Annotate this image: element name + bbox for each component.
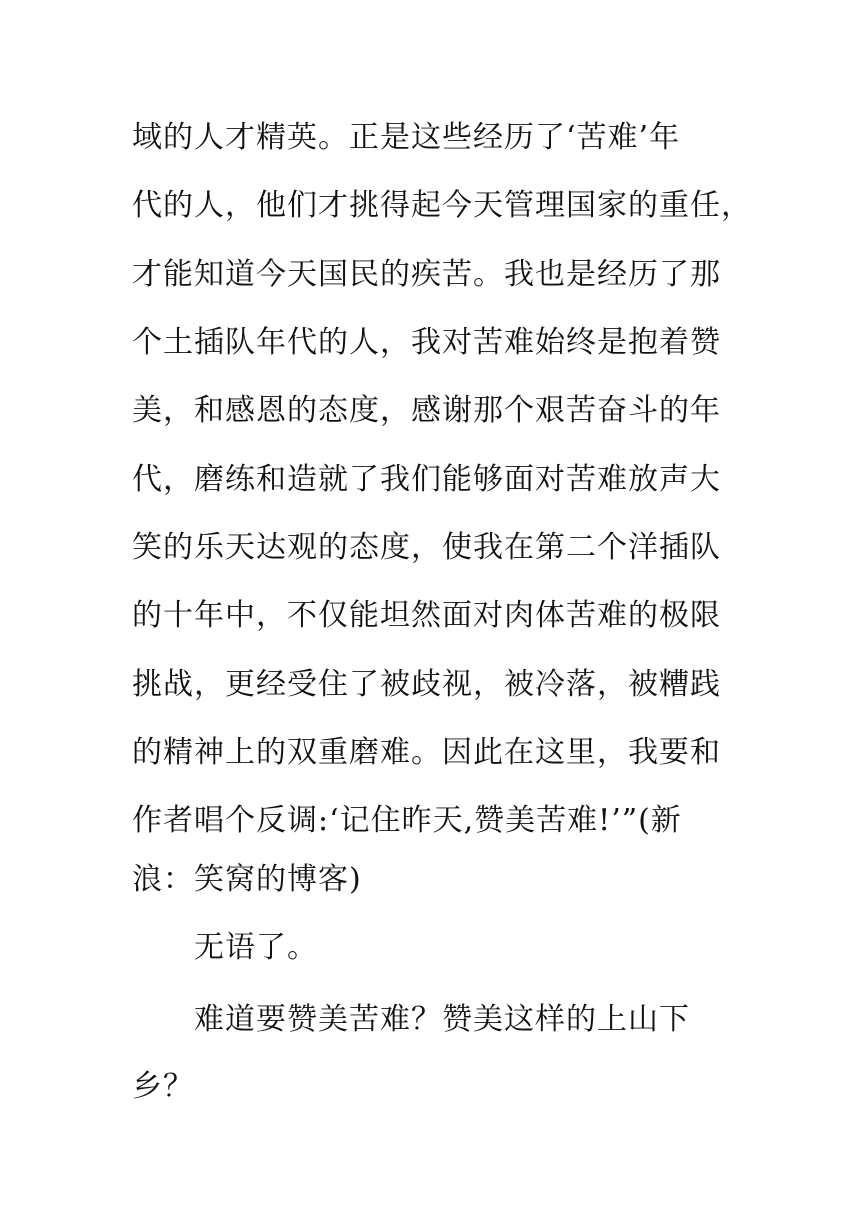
text-line: 的十年中，不仅能坦然面对肉体苦难的极限 [132,598,721,633]
text-line: 代的人，他们才挑得起今天管理国家的重任， [132,188,752,223]
text-line: 美，和感恩的态度，感谢那个艰苦奋斗的年 [132,393,721,428]
text-line: 浪：笑窝的博客) [132,862,362,897]
text-line: 挑战，更经受住了被歧视，被冷落，被糟践 [132,667,721,702]
text-line: 代，磨练和造就了我们能够面对苦难放声大 [132,462,721,497]
text-line: 的精神上的双重磨难。因此在这里，我要和 [132,735,721,770]
text-line: 域的人才精英。正是这些经历了‘苦难’年 [132,120,681,155]
text-line: 乡？ [132,1069,194,1104]
text-line: 作者唱个反调:‘记住昨天,赞美苦难!’”(新 [132,803,682,838]
text-line: 笑的乐天达观的态度，使我在第二个洋插队 [132,530,721,565]
text-line: 个土插队年代的人，我对苦难始终是抱着赞 [132,325,721,360]
text-line: 无语了。 [194,930,318,965]
text-line: 难道要赞美苦难？赞美这样的上山下 [194,1002,690,1037]
text-line: 才能知道今天国民的疾苦。我也是经历了那 [132,257,721,292]
